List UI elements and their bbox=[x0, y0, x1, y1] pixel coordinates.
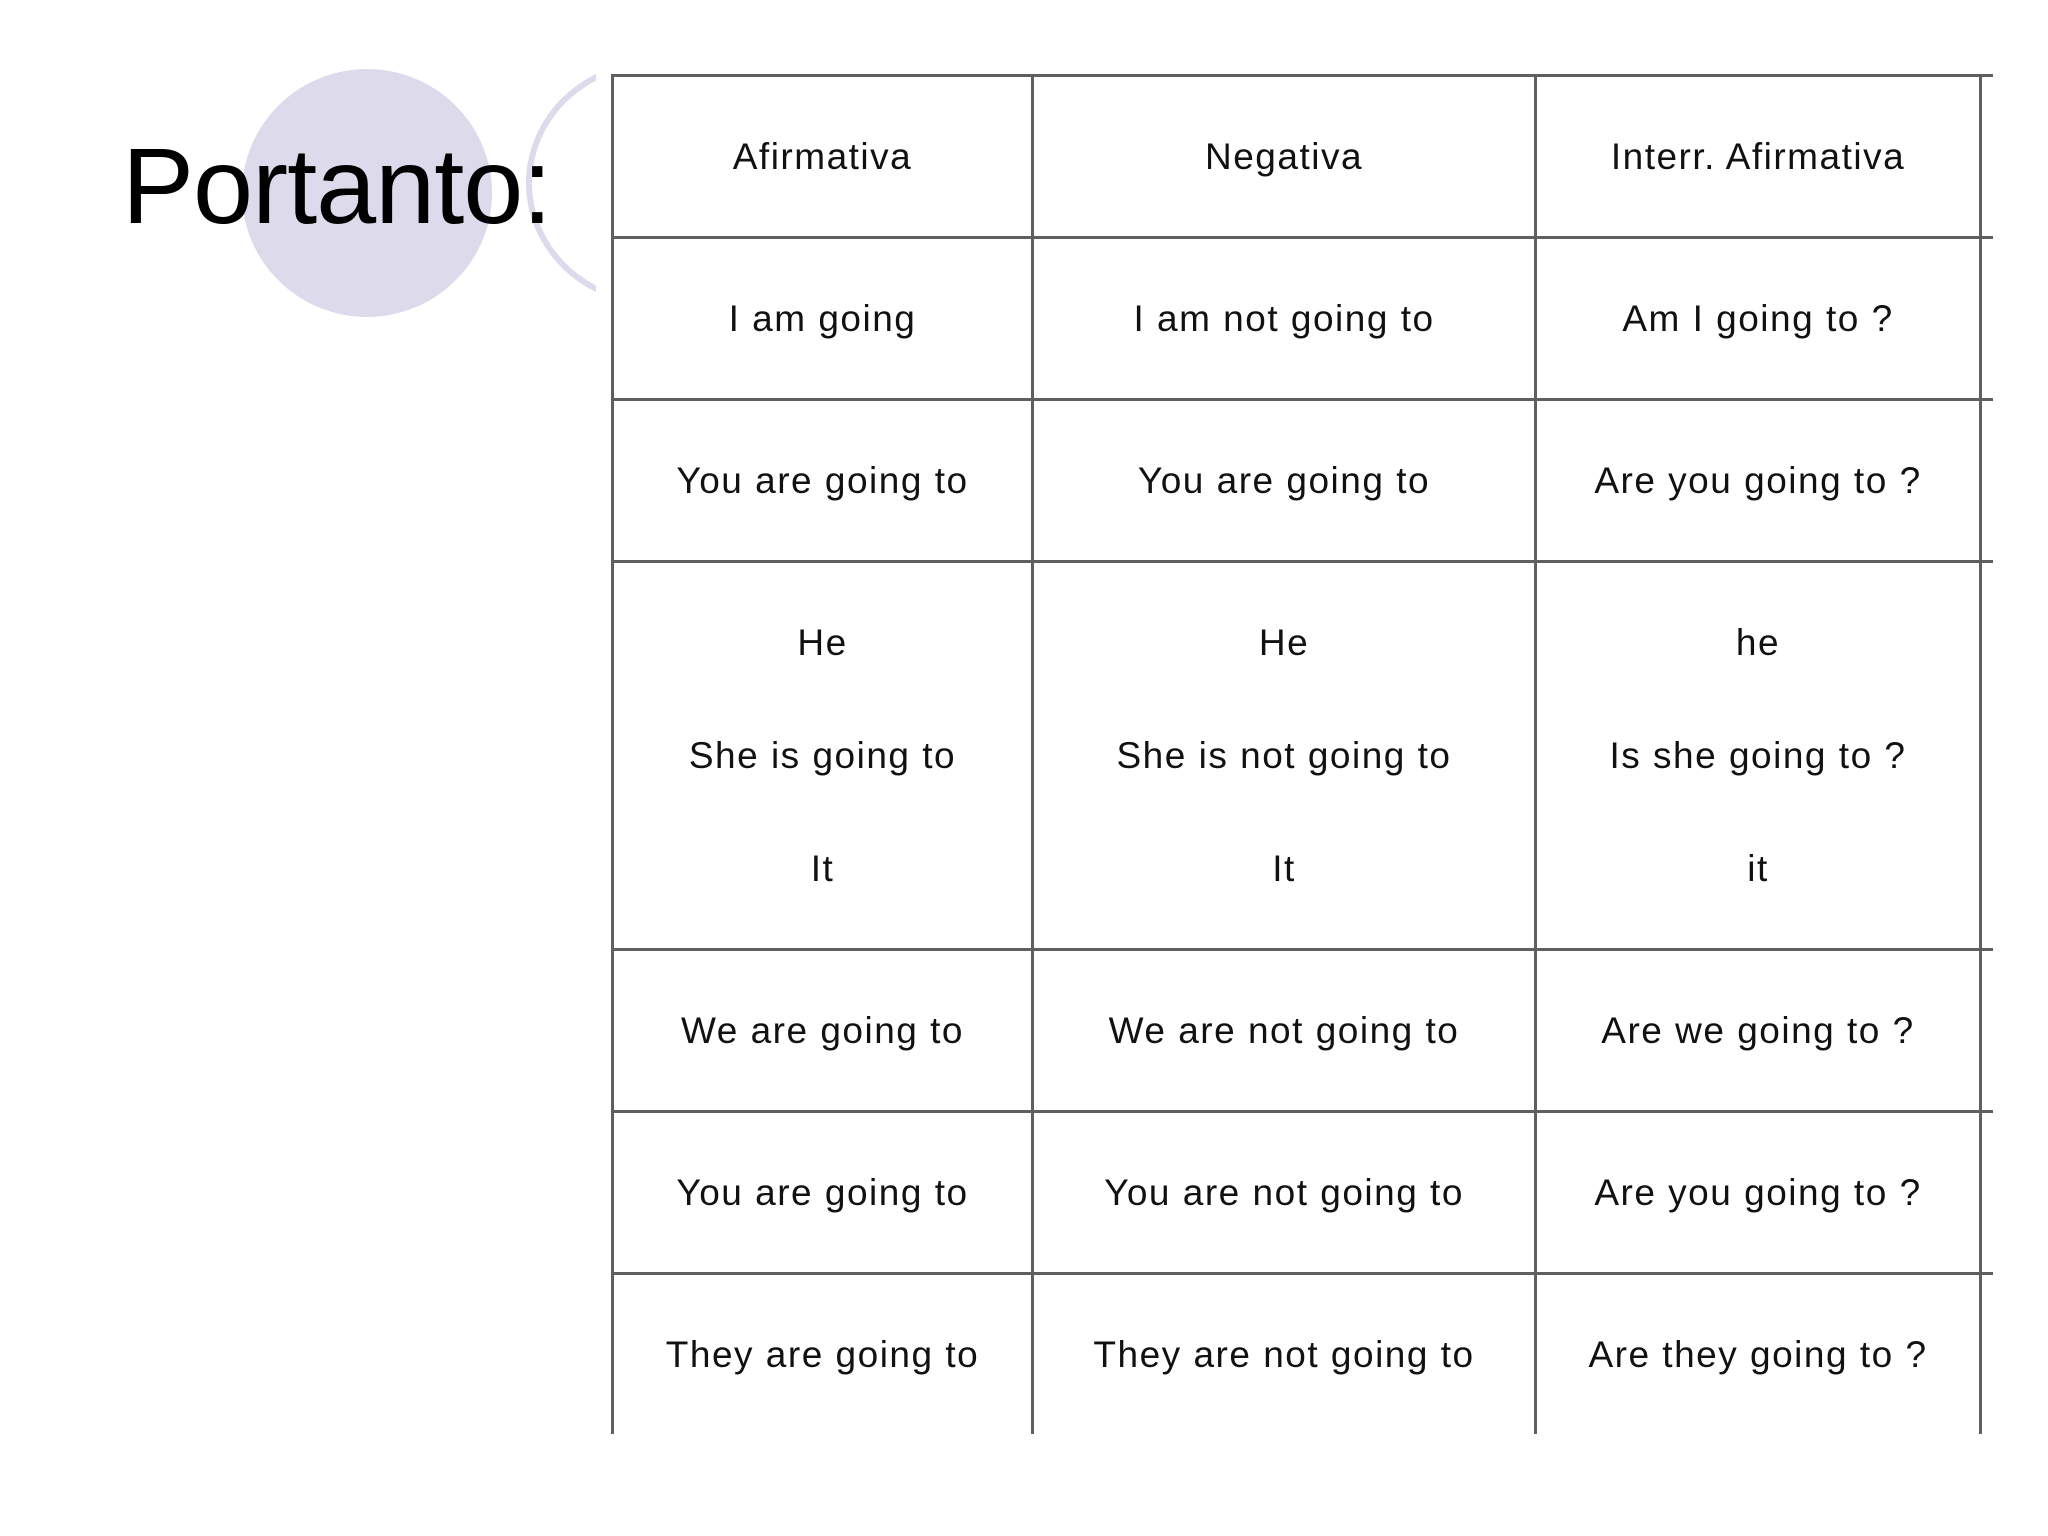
table-cell: Are you going to ? bbox=[1536, 400, 1981, 562]
header-interr-afirmativa: Interr. Afirmativa bbox=[1536, 76, 1981, 238]
table-row bbox=[613, 562, 1994, 950]
table-cell: Are you going to ? bbox=[1536, 1112, 1981, 1274]
cell-line: He bbox=[797, 622, 848, 663]
table-cell-stacked bbox=[613, 562, 1033, 950]
table-cell: Am I going to ? bbox=[1536, 238, 1981, 400]
table-row bbox=[613, 1274, 1994, 1435]
table-cell: You are going to bbox=[1033, 400, 1536, 562]
table-row bbox=[613, 1112, 1994, 1274]
cut-off-cell bbox=[1981, 562, 1994, 950]
header-cut-off-cell bbox=[1981, 76, 1994, 238]
table-cell: I am not going to bbox=[1033, 238, 1536, 400]
cell-line: It bbox=[810, 848, 835, 889]
table-cell-stacked bbox=[1033, 562, 1536, 950]
table-row bbox=[613, 238, 1994, 400]
cell-line: he bbox=[1735, 622, 1781, 663]
header-row bbox=[613, 76, 1994, 238]
cell-line: She is not going to bbox=[1116, 735, 1452, 776]
table-cell: You are going to bbox=[613, 1112, 1033, 1274]
table-cell: Are we going to ? bbox=[1536, 950, 1981, 1112]
table-cell: I am going bbox=[613, 238, 1033, 400]
cut-off-cell bbox=[1981, 1274, 1994, 1435]
table-cell: They are going to bbox=[613, 1274, 1033, 1435]
table-row bbox=[613, 950, 1994, 1112]
conjugation-table-container bbox=[611, 74, 1993, 1434]
table-row bbox=[613, 400, 1994, 562]
table-cell: You are not going to bbox=[1033, 1112, 1536, 1274]
cell-line: it bbox=[1747, 848, 1769, 889]
cell-line: He bbox=[1258, 622, 1310, 663]
cell-line: Is she going to ? bbox=[1609, 735, 1907, 776]
header-negativa: Negativa bbox=[1033, 76, 1536, 238]
cut-off-cell bbox=[1981, 1112, 1994, 1274]
slide-title: Portanto: bbox=[122, 125, 552, 246]
cut-off-cell bbox=[1981, 238, 1994, 400]
table-cell: We are not going to bbox=[1033, 950, 1536, 1112]
cell-line: It bbox=[1272, 848, 1296, 889]
table-cell: We are going to bbox=[613, 950, 1033, 1112]
table-cell: You are going to bbox=[613, 400, 1033, 562]
table-cell: They are not going to bbox=[1033, 1274, 1536, 1435]
conjugation-table bbox=[611, 74, 1993, 1434]
table-cell-stacked bbox=[1536, 562, 1981, 950]
cut-off-cell bbox=[1981, 400, 1994, 562]
cut-off-cell bbox=[1981, 950, 1994, 1112]
header-afirmativa: Afirmativa bbox=[613, 76, 1033, 238]
cell-line: She is going to bbox=[688, 735, 957, 776]
table-cell: Are they going to ? bbox=[1536, 1274, 1981, 1435]
